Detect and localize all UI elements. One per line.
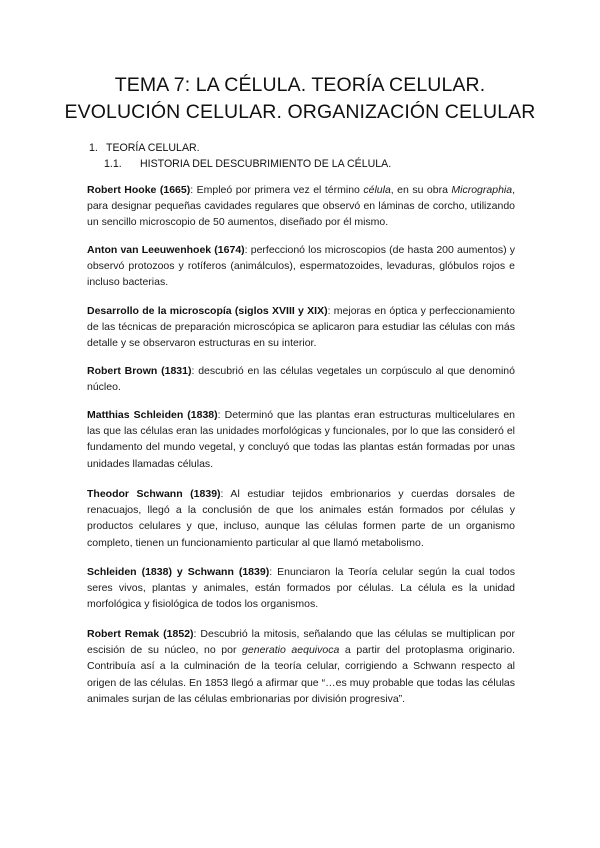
- entry-text: : Descubrió la mitosis, señalando que las células se multiplican por escisión de su núcleo, no por: [87, 628, 515, 657]
- entry-name: Desarrollo de la microscopía (siglos XVIII y XIX): [87, 305, 328, 317]
- entry-hooke: [87, 182, 515, 231]
- entry-text: : mejoras en óptica y perfeccionamiento de las técnicas de preparación microscópica se aplicaron para estudiar las células con más detalle y se observaron estructuras en su interior.: [87, 305, 515, 350]
- entry-remak: [87, 626, 515, 707]
- entry-name: Anton van Leeuwenhoek (1674): [87, 244, 245, 256]
- subsection-number: 1.1.: [104, 158, 122, 170]
- subsection-label: HISTORIA DEL DESCUBRIMIENTO DE LA CÉLULA.: [140, 158, 392, 170]
- entry-name: Theodor Schwann (1839): [87, 488, 221, 500]
- section-heading-1: [89, 141, 200, 155]
- entry-text: a partir del protoplasma originario. Contribuía así a la culminación de la teoría celular, corrigiendo a Schwann respecto al origen de las células. En 1853 llegó a afirmar que “…es muy probable que todas las células animales surjan de las células embrionarias por división progresiva”.: [87, 644, 515, 705]
- entry-schleiden: [87, 407, 515, 472]
- entry-microscopia: [87, 303, 515, 352]
- entry-name: Robert Brown (1831): [87, 365, 192, 377]
- entry-text: : perfeccionó los microscopios (de hasta 200 aumentos) y observó protozoos y rotíferos (animálculos), espermatozoides, levaduras, glóbulos rojos e incluso bacterias.: [87, 244, 515, 289]
- entry-teoria-celular: [87, 564, 515, 613]
- entry-name: Matthias Schleiden (1838): [87, 409, 218, 421]
- entry-text: : Enunciaron la Teoría celular según la cual todos seres vivos, plantas y animales, están formados por células. La célula es la unidad morfológica y fisiológica de todos los organismos.: [87, 566, 515, 611]
- entry-text: : Al estudiar tejidos embrionarios y cuerdas dorsales de renacuajos, llegó a la conclusión de que los animales están formados por células y productos celulares y que, incluso, aunque las células formen parte de un organismo completo, tienen un funcionamiento particular al que llamó metabolismo.: [87, 488, 515, 549]
- subsection-heading-1-1: [104, 157, 391, 171]
- entry-name: Robert Remak (1852): [87, 628, 194, 640]
- entry-text: , para designar pequeñas cavidades regulares que observó en láminas de corcho, utilizando un sencillo microscopio de 50 aumentos, diseñado por él mismo.: [87, 184, 516, 229]
- italic-term: generatio aequivoca: [242, 644, 340, 657]
- entry-text: : Empleó por primera vez el término: [190, 184, 364, 196]
- section-number: 1.: [89, 142, 98, 154]
- entry-text: , en su obra: [390, 184, 452, 196]
- entry-schwann: [87, 486, 515, 551]
- italic-term: célula: [363, 184, 391, 196]
- entry-text: : descubrió en las células vegetales un corpúsculo al que denominó núcleo.: [87, 365, 515, 394]
- entry-brown: [87, 363, 515, 395]
- entry-text: : Determinó que las plantas eran estructuras multicelulares en las que las células eran las unidades morfológicas y funcionales, por lo que las consideró el fundamento del mundo vegetal, y concluyó que todas las plantas están formadas por unas unidades llamadas células.: [87, 409, 515, 470]
- italic-term: Micrographia: [451, 184, 513, 196]
- entry-name: Schleiden (1838) y Schwann (1839): [87, 566, 270, 578]
- page-title: TEMA 7: LA CÉLULA. TEORÍA CELULAR. EVOLUCIÓN CELULAR. ORGANIZACIÓN CELULAR: [64, 74, 536, 123]
- section-label: TEORÍA CELULAR.: [106, 142, 200, 154]
- entry-name: Robert Hooke (1665): [87, 184, 191, 196]
- entry-leeuwenhoek: [87, 242, 515, 291]
